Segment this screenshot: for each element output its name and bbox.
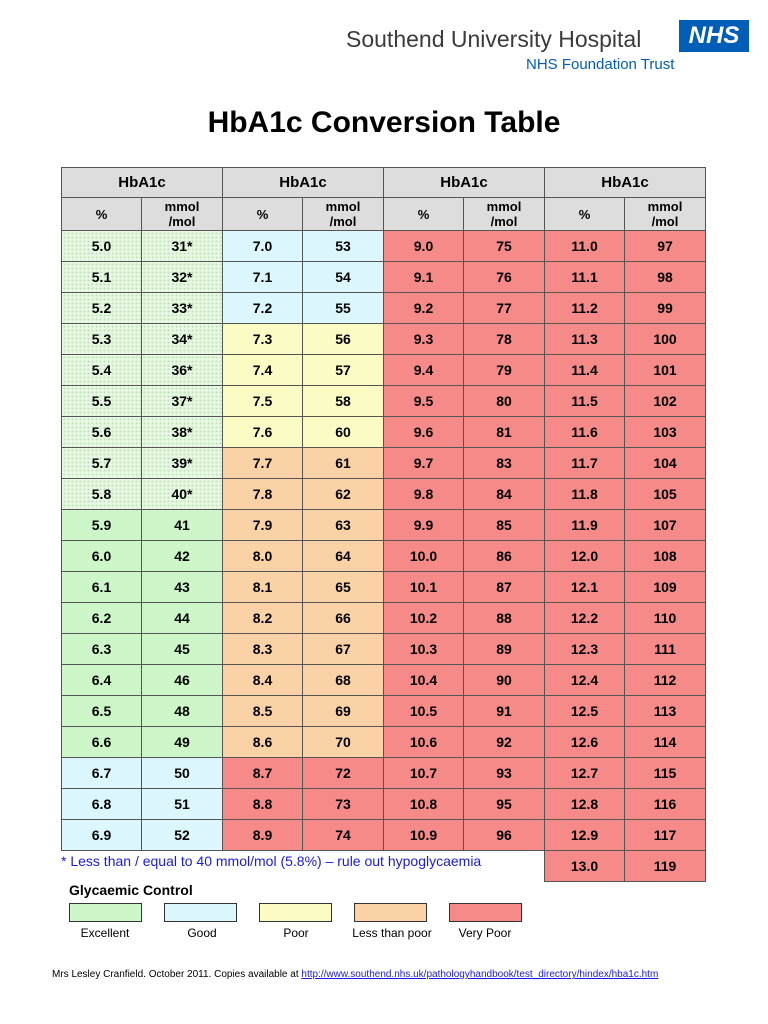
percent-cell: 12.1 [545,572,625,603]
legend-label-less-than-poor: Less than poor [352,926,432,940]
legend-label-good: Good [187,926,217,940]
mmol-cell: 54 [303,262,384,293]
percent-cell: 9.2 [384,293,464,324]
mmol-header-line1: mmol [647,199,683,214]
percent-cell: 8.5 [223,696,303,727]
mmol-header [303,198,384,231]
group-header: HbA1c [62,168,223,198]
percent-cell: 11.1 [545,262,625,293]
mmol-cell: 55 [303,293,384,324]
mmol-cell: 79 [464,355,545,386]
mmol-cell: 44 [142,603,223,634]
mmol-cell: 46 [142,665,223,696]
percent-cell: 5.4 [62,355,142,386]
table-row [62,510,706,541]
mmol-cell: 115 [625,758,706,789]
mmol-cell: 85 [464,510,545,541]
legend-swatch-good [164,903,237,922]
mmol-cell: 63 [303,510,384,541]
mmol-cell: 100 [625,324,706,355]
percent-cell: 11.8 [545,479,625,510]
table-row [62,758,706,789]
mmol-cell: 42 [142,541,223,572]
mmol-cell: 98 [625,262,706,293]
percent-cell: 7.3 [223,324,303,355]
mmol-cell: 75 [464,231,545,262]
table-row [62,541,706,572]
table-row [62,789,706,820]
trust-name: NHS Foundation Trust [526,56,675,73]
percent-cell: 5.0 [62,231,142,262]
percent-cell: 11.0 [545,231,625,262]
percent-cell: 12.8 [545,789,625,820]
percent-cell: 11.3 [545,324,625,355]
table-row [62,262,706,293]
mmol-cell: 99 [625,293,706,324]
table-row [62,386,706,417]
percent-cell: 12.6 [545,727,625,758]
mmol-cell: 33* [142,293,223,324]
hospital-name: Southend University Hospital [346,26,642,52]
table-row [62,417,706,448]
mmol-cell: 74 [303,820,384,851]
percent-cell: 6.8 [62,789,142,820]
mmol-cell: 89 [464,634,545,665]
mmol-cell: 38* [142,417,223,448]
percent-cell: 10.9 [384,820,464,851]
table-row [62,293,706,324]
mmol-cell: 39* [142,448,223,479]
table-row [62,603,706,634]
mmol-header [625,198,706,231]
mmol-cell: 41 [142,510,223,541]
percent-cell: 6.1 [62,572,142,603]
page-title: HbA1c Conversion Table [207,106,561,139]
mmol-cell: 114 [625,727,706,758]
mmol-header-line2: /mol [490,214,518,229]
percent-header: % [384,198,464,231]
table-row [62,324,706,355]
percent-cell: 5.2 [62,293,142,324]
mmol-cell: 112 [625,665,706,696]
mmol-cell: 31* [142,231,223,262]
percent-cell: 5.8 [62,479,142,510]
mmol-cell: 83 [464,448,545,479]
mmol-header [142,198,223,231]
mmol-cell: 110 [625,603,706,634]
mmol-cell: 96 [464,820,545,851]
percent-cell: 5.9 [62,510,142,541]
percent-cell: 7.1 [223,262,303,293]
mmol-cell: 53 [303,231,384,262]
mmol-cell: 81 [464,417,545,448]
mmol-cell: 86 [464,541,545,572]
group-header: HbA1c [545,168,706,198]
mmol-cell: 93 [464,758,545,789]
mmol-cell: 68 [303,665,384,696]
legend-label-very-poor: Very Poor [458,926,512,940]
percent-cell: 10.0 [384,541,464,572]
mmol-cell: 73 [303,789,384,820]
percent-cell: 9.4 [384,355,464,386]
table-row [62,572,706,603]
mmol-cell: 57 [303,355,384,386]
mmol-cell: 103 [625,417,706,448]
mmol-cell: 36* [142,355,223,386]
credit-link[interactable]: http://www.southend.nhs.uk/pathologyhandbook/test_directory/hindex/hba1c.htm [301,969,659,980]
percent-cell: 12.4 [545,665,625,696]
percent-cell: 9.3 [384,324,464,355]
table-row [62,727,706,758]
percent-cell: 9.5 [384,386,464,417]
mmol-cell: 101 [625,355,706,386]
mmol-cell: 45 [142,634,223,665]
percent-cell: 7.6 [223,417,303,448]
percent-cell: 9.0 [384,231,464,262]
percent-cell: 13.0 [545,851,625,882]
percent-cell: 8.8 [223,789,303,820]
table-row [62,355,706,386]
mmol-cell: 117 [625,820,706,851]
percent-cell: 6.2 [62,603,142,634]
credit-line [52,969,658,980]
percent-cell: 11.4 [545,355,625,386]
mmol-cell: 95 [464,789,545,820]
percent-cell: 6.9 [62,820,142,851]
mmol-header-line1: mmol [486,199,522,214]
mmol-cell: 105 [625,479,706,510]
table-row [62,479,706,510]
mmol-cell: 61 [303,448,384,479]
percent-cell: 9.1 [384,262,464,293]
mmol-cell: 69 [303,696,384,727]
mmol-cell: 77 [464,293,545,324]
table-row [62,696,706,727]
legend-label-excellent: Excellent [80,926,130,940]
footnote: * Less than / equal to 40 mmol/mol (5.8%) – rule out hypoglycaemia [61,853,482,869]
percent-cell: 11.6 [545,417,625,448]
mmol-cell: 119 [625,851,706,882]
mmol-cell: 48 [142,696,223,727]
group-header-row [62,168,706,198]
table-row [62,448,706,479]
mmol-cell: 60 [303,417,384,448]
percent-cell: 8.3 [223,634,303,665]
percent-cell: 8.6 [223,727,303,758]
mmol-cell: 50 [142,758,223,789]
mmol-cell: 107 [625,510,706,541]
percent-header: % [62,198,142,231]
mmol-cell: 111 [625,634,706,665]
percent-cell: 10.5 [384,696,464,727]
mmol-cell: 56 [303,324,384,355]
mmol-cell: 87 [464,572,545,603]
percent-cell: 5.6 [62,417,142,448]
column-header-row [62,198,706,231]
percent-cell: 8.4 [223,665,303,696]
percent-header: % [545,198,625,231]
percent-cell: 5.1 [62,262,142,293]
table-row [62,820,706,851]
percent-cell: 12.9 [545,820,625,851]
percent-cell: 12.5 [545,696,625,727]
percent-cell: 7.4 [223,355,303,386]
percent-cell: 11.5 [545,386,625,417]
mmol-cell: 32* [142,262,223,293]
mmol-cell: 78 [464,324,545,355]
mmol-header-line2: /mol [329,214,357,229]
mmol-cell: 113 [625,696,706,727]
mmol-cell: 40* [142,479,223,510]
percent-cell: 9.8 [384,479,464,510]
mmol-header-line2: /mol [168,214,196,229]
mmol-cell: 102 [625,386,706,417]
mmol-header-line2: /mol [651,214,679,229]
mmol-cell: 90 [464,665,545,696]
mmol-cell: 104 [625,448,706,479]
percent-cell: 7.7 [223,448,303,479]
mmol-cell: 58 [303,386,384,417]
mmol-cell: 84 [464,479,545,510]
mmol-cell: 62 [303,479,384,510]
percent-cell: 6.7 [62,758,142,789]
mmol-cell: 34* [142,324,223,355]
percent-cell: 8.0 [223,541,303,572]
mmol-cell: 80 [464,386,545,417]
percent-header: % [223,198,303,231]
mmol-cell: 67 [303,634,384,665]
credit-text: Mrs Lesley Cranfield. October 2011. Copies available at [52,969,299,980]
percent-cell: 8.7 [223,758,303,789]
percent-cell: 9.7 [384,448,464,479]
percent-cell: 5.5 [62,386,142,417]
percent-cell: 8.1 [223,572,303,603]
mmol-cell: 52 [142,820,223,851]
mmol-header [464,198,545,231]
mmol-cell: 72 [303,758,384,789]
percent-cell: 7.8 [223,479,303,510]
percent-cell: 12.7 [545,758,625,789]
mmol-cell: 88 [464,603,545,634]
percent-cell: 5.3 [62,324,142,355]
percent-cell: 7.5 [223,386,303,417]
mmol-cell: 92 [464,727,545,758]
table-row [62,634,706,665]
percent-cell: 7.9 [223,510,303,541]
legend-swatch-very-poor [449,903,522,922]
mmol-cell: 51 [142,789,223,820]
mmol-cell: 43 [142,572,223,603]
mmol-cell: 76 [464,262,545,293]
mmol-cell: 37* [142,386,223,417]
percent-cell: 10.6 [384,727,464,758]
percent-cell: 6.6 [62,727,142,758]
percent-cell: 7.0 [223,231,303,262]
percent-cell: 11.7 [545,448,625,479]
percent-cell: 11.9 [545,510,625,541]
group-header: HbA1c [223,168,384,198]
mmol-header-line1: mmol [164,199,200,214]
table-row [62,665,706,696]
percent-cell: 10.3 [384,634,464,665]
group-header: HbA1c [384,168,545,198]
percent-cell: 6.3 [62,634,142,665]
mmol-cell: 109 [625,572,706,603]
percent-cell: 12.3 [545,634,625,665]
conversion-table [61,167,706,882]
percent-cell: 12.2 [545,603,625,634]
percent-cell: 10.1 [384,572,464,603]
percent-cell: 8.2 [223,603,303,634]
percent-cell: 6.4 [62,665,142,696]
percent-cell: 8.9 [223,820,303,851]
nhs-logo: NHS [679,20,749,52]
percent-cell: 10.7 [384,758,464,789]
mmol-cell: 91 [464,696,545,727]
legend-swatch-less-than-poor [354,903,427,922]
legend-label-poor: Poor [283,926,309,940]
mmol-cell: 65 [303,572,384,603]
percent-cell: 9.6 [384,417,464,448]
percent-cell: 5.7 [62,448,142,479]
percent-cell: 10.2 [384,603,464,634]
percent-cell: 10.4 [384,665,464,696]
table-row [62,231,706,262]
mmol-cell: 97 [625,231,706,262]
mmol-cell: 66 [303,603,384,634]
percent-cell: 12.0 [545,541,625,572]
mmol-cell: 108 [625,541,706,572]
percent-cell: 10.8 [384,789,464,820]
mmol-cell: 49 [142,727,223,758]
percent-cell: 11.2 [545,293,625,324]
legend-swatch-poor [259,903,332,922]
percent-cell: 6.5 [62,696,142,727]
mmol-cell: 64 [303,541,384,572]
percent-cell: 6.0 [62,541,142,572]
mmol-header-line1: mmol [325,199,361,214]
mmol-cell: 116 [625,789,706,820]
percent-cell: 7.2 [223,293,303,324]
legend-title: Glycaemic Control [69,882,193,898]
mmol-cell: 70 [303,727,384,758]
percent-cell: 9.9 [384,510,464,541]
legend-swatch-excellent [69,903,142,922]
